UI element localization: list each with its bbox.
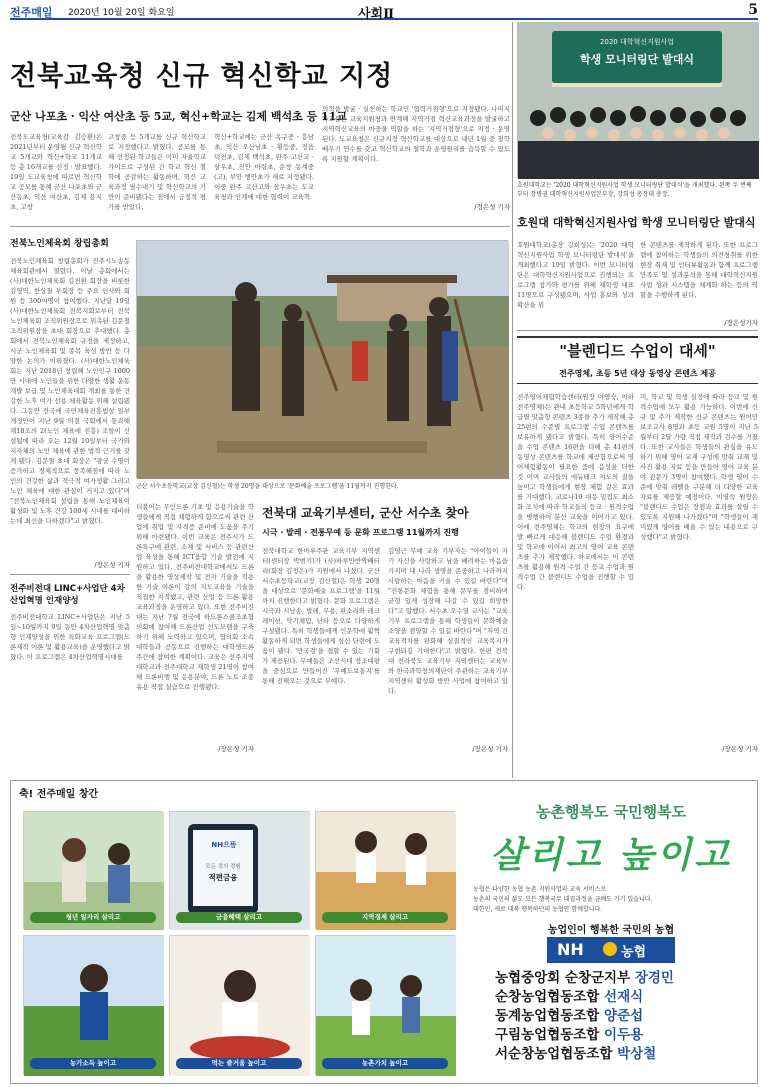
nh-logo — [547, 937, 675, 963]
phone-line-2: 적편금융 — [208, 873, 238, 882]
donation-col-2: 김영근 무예 교육 기부자는 "아이들이 자기 자신을 사랑하고 남을 배려하는 마음을 가지며 내 나라 생명을 존중하고 나라까지 사랑하는 마음을 키울 수 있길 바란다"며 "전통문화 체험을 통해 문무를 겸비하며 균형 있게 성장해 나갈 수 있길 희망한다"고 말했다. 서수초 오수열 교사는 "교육기부 프로그램을 통해 학생들이 문화예술 소양을 겸양할 수 있길 바란다"며 "지역 간 교육격차를 완화해 실질적인 교육복지가 구현되길 기대한다"고 밝혔다. 한편 전북대 전라북도 교육기부 지역센터는 교육부와 한국과학창의재단이 주관하는 교육기부 지역센터 활성화 방안 사업에 참여하고 있다. — [388, 547, 508, 695]
ad-card-label-2: 금융혜택 살리고 — [176, 912, 302, 923]
ad-card-label-4: 농가소득 높이고 — [30, 1058, 156, 1069]
sponsor-row — [495, 1026, 745, 1045]
nh-logo-text: 농협 — [621, 945, 647, 960]
senior-byline: /장은성 기자 — [94, 561, 130, 569]
ad-card-label-3: 지역경제 살리고 — [322, 912, 448, 923]
sponsor-name: 박상철 — [617, 1046, 657, 1062]
hoseo-col-2: 한 콘텐츠를 제작하게 된다. 또한 프로그램에 참여하는 학생들의 의견청취를 위한 현장 취재 및 인터뷰활동과 함께 프로그램 만족도 및 성과분석을 통해 대학혁신지원사업 성과 시스템을 체계화 하는 등의 역할을 수행하게 된다. — [640, 241, 758, 299]
main-article-col-2: 고창중 등 5개교를 신규 혁신학교로 지정했다고 밝혔다. 공모를 통해 선정된 학교들은 이미 자율학교 가이드로 구성된 간 학교 혁신 철학에 공감하는 활동하며, 혁신 교육과정 필수내기 및 혁신학교의 기반이 준비됐다는 점에서 긍정적 평가를 받았다. — [108, 133, 206, 211]
main-subheadline: 군산 나포초 · 익산 여산초 등 5교, 혁신+학교는 김제 백석초 등 11교 — [10, 110, 347, 123]
ad-card-rural-value — [315, 935, 455, 1075]
blended-col-1: 전주영어체험학습센터(원장 이영숙, 이하 전주영체)는 관내 초등학교 5학년에게 학급별 맞춤형 콘텐츠 3종을 추가 제작해 총 25편의 수준별 프로그램 수업 콘텐츠를 보유하게 됐다고 밝혔다. 특히 영어수준을 수업 콘텐츠 16편을 더해 총 41편의 동영상 콘텐츠를 학교에 제공함으로써 영어체험활동이 필요한 줌에 음성을 더한 것 이며 교사들의 에듀테크 지도의 질을 높이고 학생들에게 현장 체험 같은 효과를 기대했다. 코로나19 대응 밀집도 최소화 조치에 따라 학교들의 등교 · 원격수업을 병행하여 분산 교육을 이어가고 있다. 이에 전주영체는 학교의 현장의 요구에 발 빠르게 대응해 블렌디드 수업 환경과 및 학교에 이어서 최고의 영어 교육 콘텐츠를 추가 제작했다. 하교에서는 이 콘텐츠를 활용해 원격 수업 간 등교 수업과 원격수업 간 블렌디드 수업을 진행할 수 있다. — [517, 393, 634, 591]
sponsor-org: 농협중앙회 순창군지부 — [495, 970, 631, 986]
newspaper-name: 전주매일 — [10, 6, 53, 19]
sponsor-name: 장경민 — [634, 970, 674, 986]
main-headline: 전북교육청 신규 혁신학교 지정 — [10, 61, 394, 92]
ad-card-youth-jobs — [23, 811, 163, 929]
sponsor-name: 양준섭 — [604, 1008, 644, 1024]
page-number: 5 — [748, 2, 758, 18]
ad-card-food — [169, 935, 309, 1075]
nonghyup-advertisement — [10, 780, 758, 1084]
hoseo-byline: /장은성기자 — [724, 319, 758, 327]
sponsor-org: 동계농업협동조합 — [495, 1008, 600, 1024]
sponsor-org: 구림농업협동조합 — [495, 1027, 600, 1043]
blended-byline: /장은성 기자 — [722, 745, 758, 753]
phone-brand: NH으뜸 — [211, 841, 237, 849]
sponsor-name: 이두용 — [604, 1027, 644, 1043]
ad-card-label-1: 청년 일자리 살리고 — [30, 912, 156, 923]
donation-headline: 전북대 교육기부센터, 군산 서수초 찾아 — [262, 506, 469, 520]
main-article-byline: /정은성 기자 — [474, 203, 510, 211]
sponsor-org: 순창농업협동조합 — [495, 989, 600, 1005]
nh-logo-mark: NH — [557, 940, 584, 959]
ad-card-local-economy — [315, 811, 455, 929]
ad-card-label-5: 먹는 즐거움 높이고 — [176, 1058, 302, 1069]
hoseo-col-1: 호원대학교(총장 강희성)는 '2020 대학혁신지원사업 학생 모니터링단 발대식'을 개최했다고 19일 밝혔다. 이번 모니터링단은 대학혁신지원사업으로 진행되는 프로그램 참가와 평가를 위해 재학생 대표 11명으로 구성됐으며, 사업 홍보와 성과 확산을 위 — [517, 241, 634, 309]
linc-continued-body: 더불어는 무인드론 기초 및 응용기술을 학생들에게 직접 체험하게 함으로써 관련 산업에 취업 및 자격증 준비에 도움을 주기 위해 마련됐다. 이번 교육은 전주시가 드론특구에 관련, 소재 및 서비스 등 관련산업 육성을 통해 ICT융합 기술 발전에 지원하고 있다. 전주비전대학교에서도 드론을 활용한 영상제작 및 전자 기술을 적용한 기술 이론이 강의 지도교육을 기술을 직접한 지적했고, 관련 산업 등 드론 활용 교육과정을 운영하고 있다. 또한 전주비전대는 지난 7월 전국에 하드론스쿨조초협의회에 참여해 드론산업 선도모델을 구축하기 위해 노력하고 있으며, 협의회 소속 대학들과 공동으로 진행하는 대학생드론주간에 참여한 계획이다. 교육은 전주지역 대학교과 전주대학교 재학생 21명이 참여해 드론비행 및 응용분야, 드론 노트 조종 유용 직접 실습으로 진행됐다. — [136, 503, 254, 691]
ad-desc-line-1: 농협은 다양한 농협 농촌 지원사업과 교육 서비스로 — [473, 886, 607, 893]
archery-photo-caption: 군산 서수초등학교(교장 김신철)는 학생 20명을 대상으로 '문화예술 프로그램'을 11월까지 진행한다. — [136, 483, 399, 490]
blended-col-2: 미, 학교 및 학생 실정에 따라 등교 및 원격수업에 모두 활용 가능하다. 이번에 신규 및 추가 제작한 신규 콘텐츠는 원어민 보조교사 8명과 초등 교원 5명이 지난 5월부터 2달 가량 직접 제작과 검수를 거쳤다. 또한 교사들은 학생들의 관심을 유도하기 위해 영어 교재 구성에 맞춰 교재 및 사진 활용 자료 등을 만들어 영어 교육 분야 전문가 3명이 참여했다. 학생 영어 수준에 맞춰 레벨을 구분해 더 다양한 교육자료를 제공할 예정이다. 이영숙 원장은 "블렌디드 수업은 장점과 효과를 살릴 수 있도록 지원해 나가겠다"며 "학생들이 재미있게 영어를 배울 수 있는 내용으로 구성했다"고 밝혔다. — [640, 393, 758, 541]
sponsor-row — [495, 969, 745, 988]
main-article-col-1: 전북도교육청(교육감 김승환)은 2021년부터 운영될 신규 혁신학교 5개교와 혁신+학교 11개교 등 총 16개교를 선정 · 발표했다. 19일 도교육청에 따르면 혁신학교 공모를 통해 군산 나포초와 군산동초, 익산 여산초, 김제 용지초, 고창 — [10, 133, 102, 211]
archery-photo — [136, 240, 508, 478]
ad-card-farm-income — [23, 935, 163, 1075]
donation-byline: /장은성 기자 — [472, 745, 508, 753]
donation-col-1: 전북대학교 한마루주관 교육기부 지역센터(센터장 박범기)가 (사)하루만반짝배터리(회장 김정은)가 지원에서 나섰다. 군산 서수초등학교(교장 김신철)은 학생 20명을 대상으로 '문화예술 프로그램'을 11월까지 진행한다고 밝혔다. 문화 프로그램은 시극과 시낭송, 발레, 무용, 판소리와 레크레이션, 악기체험, 난타 등으로 다양하게 구성됐다. 특히 학생들에게 인문학에 활짝 활동하게 되면 학생들에게 심신 단련에 도움이 됐다. '만국검'을 접할 수 있는 기회가 제공된다. 무예들은 조선시대 정조대왕을 중심으로 만들어진 '무예도보통지'를 통해 전해오는 것으로 무예다. — [262, 547, 380, 685]
issue-date: 2020년 10월 20일 화요일 — [68, 8, 175, 18]
ad-description — [473, 885, 749, 915]
sponsor-row — [495, 1007, 745, 1026]
banner-line-1: 2020 대학혁신지원사업 — [599, 38, 675, 46]
linc-byline: /장은성 기자 — [218, 745, 254, 753]
page-header — [10, 4, 758, 20]
sponsor-org: 서순창농업협동조합 — [495, 1046, 613, 1062]
ceremony-photo — [517, 22, 758, 178]
section-name: 사회Ⅱ — [358, 7, 395, 22]
linc-headline: 전주비전대 LINC+사업단 4차산업혁명 인재양성 — [10, 584, 125, 606]
ad-slogan: 농촌행복도 국민행복도 — [535, 803, 687, 821]
ad-card-finance — [169, 811, 309, 929]
ad-main-slogan: 살리고 높이고 — [489, 834, 733, 876]
blended-headline: "블렌디드 수업이 대세" — [559, 342, 716, 360]
blended-subheadline: 전주영체, 초등 5년 대상 동영상 콘텐츠 제공 — [559, 369, 716, 378]
ad-congrats: 축! 전주매일 창간 — [19, 789, 99, 800]
ad-sponsor-list — [495, 969, 745, 1064]
donation-subheadline: 시극 · 발레 · 전통무예 등 문화 프로그램 11월까지 진행 — [262, 528, 459, 537]
hoseo-headline: 호원대 대학혁신지원사업 학생 모니터링단 발대식 — [517, 216, 756, 229]
main-article-col-4: 의적을 발굴 · 실천하는 학교인 '협력거점형'으로 지정됐다. 나머지 학교들은 교육지원청과 연계해 지역거점 혁신교육과정을 발굴하고 지역혁신교육의 마중물 역할을 하는 '지역거점형'으로 지정 · 운영된다. 도교육청은 신규지정 혁신학교를 대상으로 내년 1월 중 철학배우기 연수를 갖고 혁신학교의 철학과 운영원리를 습득할 수 있도록 지원할 계획이다. — [322, 105, 510, 163]
sponsor-row — [495, 988, 745, 1007]
senior-headline: 전북노인체육회 창립총회 — [10, 239, 109, 249]
main-article-col-3: 혁신+학교에는 군산 옥구중 · 흥남초, 익산 오산남초 · 황등중, 정읍 덕천초, 김제 백석초, 완주 고산고 · 삼우초, 진안 마령초, 순창 동계중(고), 부안 행안초가 새로 지정됐다. 이중 완주 고산고와 삼우초는 도교육청과 인계에 대한 협력이 교육혁 — [214, 133, 314, 201]
senior-body: 전북노인체육회 창립총회가 전주시노송동 체육회관에서 열렸다. 이날 총회에서는 (사)대한노인체육회 김천환 회장을 비롯한 김영익, 한상철 부회장 등 주요 인사와 회원 등 300여명이 참여했다. 지난달 19일 (사)대한노인체육회 전북지회로부터 전북노인체육회 조직위원장으로 위촉된 김문철 조직위원장을 초대 회장으로 추대했다. 총회에서 전북노인체육회 규정을 제정하고, 시군 노인체육회 및 종목 육성 방안 등 다양한 논의가 이뤄졌다. (사)대한노인체육회는 지난 2018년 창립해 노인인구 1000만 시대에 노인들을 위한 다양한 생활 운동 개발 보급 및 노인체육대회 개최를 통한 건강한 노후 여가 선용 체육활동 위해 설립됐다. 그동안 전국에 국민체육진흥법상 일부개정안이 지난 9월 의결 국회에서 통과해 제18조의 2(노인 체육에 진흥) 조항이 신설됨에 따라 오는 12월 10일부터 국가와 지자체의 노인 체육에 관한 법적 근거를 갖게 됐다. 김문철 초대 회장은 "광균 수명이 증가하고 경제적으로 풍족해짐에 따라 노인의 건강한 삶과 적극적 여가생활 그리고 노인 체육에 대한 관심이 커지고 있다"며 "전북노인체육회 설립을 통해 노인체육이 활성화 및 노후 건강 100세 시대를 대비하는데 최선을 다하겠다"고 밝혔다. — [10, 257, 130, 525]
banner-line-2: 학생 모니터링단 발대식 — [580, 53, 694, 66]
nh-symbol-icon — [603, 942, 617, 956]
archery-photo-graphic — [137, 241, 509, 479]
ad-card-label-6: 농촌가치 높이고 — [322, 1058, 448, 1069]
ceremony-photo-caption: 호원대학교는 '2020 대학혁신지원사업 학생 모니터링단 발대식'을 개최했다. 왼쪽 두 번째 부터 장병권 대학혁신지원사업본부장, 강희성 총장대 총장. — [517, 182, 752, 198]
sponsor-row — [495, 1045, 745, 1064]
ad-desc-line-3: 대한민, 새로 대북 행복하던의 농협만 함께합니다. — [473, 906, 603, 913]
linc-body: 전주비전대학교 LINC+사업단은 지난 5일~10월까지 9일 동안 4차산업혁명 맞춤형 인재양성을 위한 특화교육 프로그램(드론제작 이론 및 활용교육)을 운영했다고 밝혔다. 이 프로그램은 4차산업혁명시대를 — [10, 613, 130, 661]
sponsor-name: 선재식 — [604, 989, 644, 1005]
phone-line-1: 모든 것의 경험 — [205, 864, 241, 870]
ad-desc-line-2: 농촌의 국민의 삶도 모든 행복국무 대결과정을 금배도 가기 있습니다. — [473, 896, 653, 903]
ad-tagline: 농업인이 행복한 국민의 농협 — [547, 925, 675, 936]
